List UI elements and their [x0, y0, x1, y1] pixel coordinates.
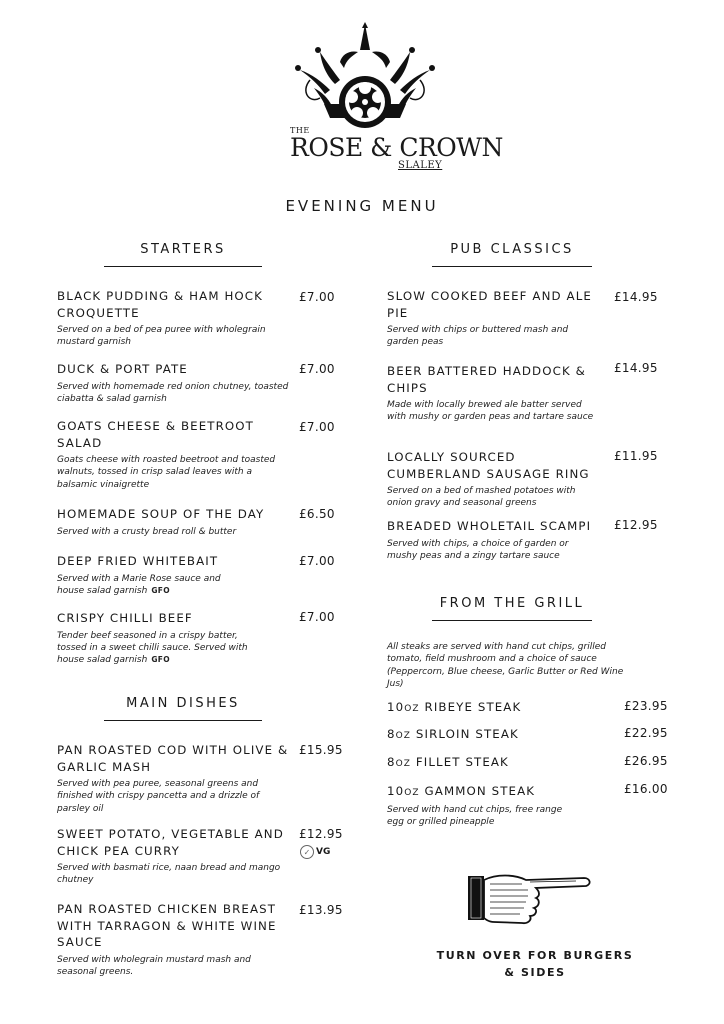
item-price: £7.00 [299, 420, 335, 434]
vegan-label: VG [316, 847, 331, 857]
menu-item [57, 288, 289, 349]
brand-location: SLALEY [398, 160, 443, 171]
grill-heading: FROM THE GRILL [432, 596, 592, 621]
gfo-badge: GFO [151, 585, 170, 595]
item-desc-text: Tender beef seasoned in a crispy batter, tossed in a sweet chilli sauce. Served with house salad garnish [57, 630, 248, 666]
steak-item [387, 755, 509, 769]
item-price: £15.95 [299, 743, 343, 757]
steak-size: 8 [387, 727, 396, 741]
steak-name: RIBEYE STEAK [424, 700, 522, 714]
main-dishes-heading: MAIN DISHES [104, 696, 262, 721]
menu-item [387, 449, 602, 510]
steak-name: FILLET STEAK [415, 755, 509, 769]
item-desc [57, 630, 262, 667]
vegan-badge [300, 845, 330, 859]
menu-item [57, 506, 289, 538]
item-name: BLACK PUDDING & HAM HOCK CROQUETTE [57, 289, 263, 320]
steak-price: £16.00 [624, 782, 668, 796]
menu-item [57, 610, 289, 666]
item-price: £12.95 [299, 827, 343, 841]
steak-name: GAMMON STEAK [424, 784, 536, 798]
steak-unit: OZ [404, 704, 420, 714]
item-desc: Served with basmati rice, naan bread and mango chutney [57, 863, 281, 886]
turn-over-note: TURN OVER FOR BURGERS & SIDES [436, 949, 634, 979]
steak-price: £22.95 [624, 726, 668, 740]
item-name: CRISPY CHILLI BEEF [57, 611, 193, 625]
steak-item [387, 784, 535, 798]
steak-unit: OZ [395, 731, 412, 741]
grill-intro: All steaks are served with hand cut chips, grilled tomato, field mushroom and a choice of sauce (Peppercorn, Blue cheese, Garlic Butter or Red Wine Jus) [387, 642, 624, 689]
menu-item [57, 418, 289, 491]
item-desc: Served with chips, a choice of garden or mushy peas and a zingy tartare sauce [387, 538, 569, 561]
steak-unit: OZ [404, 788, 420, 798]
item-desc: Goats cheese with roasted beetroot and toasted walnuts, tossed in crisp salad leaves with a balsamic vinaigrette [57, 455, 276, 490]
item-name: BREADED WHOLETAIL SCAMPI [387, 519, 592, 533]
item-desc: Made with locally brewed ale batter served with mushy or garden peas and tartare sauce [387, 400, 594, 423]
item-name: SWEET POTATO, VEGETABLE AND CHICK PEA CURRY [57, 827, 284, 858]
menu-item [57, 553, 289, 597]
item-desc: Served with a crusty bread roll & butter [57, 526, 237, 537]
steak-unit: OZ [395, 759, 412, 769]
pointing-hand-icon [466, 868, 594, 930]
item-desc: Served with homemade red onion chutney, toasted ciabatta & salad garnish [57, 381, 289, 404]
item-desc: Served with wholegrain mustard mash and seasonal greens. [57, 954, 251, 977]
menu-item [57, 826, 289, 887]
menu-item [57, 901, 289, 978]
item-name: PAN ROASTED COD WITH OLIVE & GARLIC MASH [57, 743, 289, 774]
gammon-desc: Served with hand cut chips, free range egg or grilled pineapple [387, 805, 563, 828]
item-desc-text: Served with a Marie Rose sauce and house salad garnish [57, 573, 221, 596]
item-price: £7.00 [299, 362, 335, 376]
item-name: DUCK & PORT PATE [57, 362, 188, 376]
check-circle-icon: ✓ [300, 845, 314, 859]
item-price: £7.00 [299, 290, 335, 304]
item-desc [57, 573, 247, 598]
steak-item [387, 700, 521, 714]
menu-item [387, 518, 612, 562]
item-name: BEER BATTERED HADDOCK & CHIPS [387, 364, 586, 395]
item-name: SLOW COOKED BEEF AND ALE PIE [387, 289, 592, 320]
item-name: HOMEMADE SOUP OF THE DAY [57, 507, 265, 521]
item-price: £11.95 [614, 449, 658, 463]
item-name: PAN ROASTED CHICKEN BREAST WITH TARRAGON & WHITE WINE SAUCE [57, 902, 277, 949]
item-price: £7.00 [299, 554, 335, 568]
item-name: LOCALLY SOURCED CUMBERLAND SAUSAGE RING [387, 450, 590, 481]
item-price: £6.50 [299, 507, 335, 521]
item-name: GOATS CHEESE & BEETROOT SALAD [57, 419, 254, 450]
steak-price: £26.95 [624, 754, 668, 768]
starters-heading: STARTERS [104, 242, 262, 267]
steak-size: 10 [387, 700, 405, 714]
item-price: £7.00 [299, 610, 335, 624]
steak-price: £23.95 [624, 699, 668, 713]
steak-name: SIRLOIN STEAK [415, 727, 519, 741]
item-name: DEEP FRIED WHITEBAIT [57, 554, 219, 568]
item-desc: Served with pea puree, seasonal greens and finished with crispy pancetta and a drizzle of parsley oil [57, 779, 260, 814]
menu-item [57, 742, 289, 815]
pub-classics-heading: PUB CLASSICS [432, 242, 592, 267]
steak-item [387, 727, 519, 741]
item-desc: Served with chips or buttered mash and garden peas [387, 325, 569, 348]
item-desc: Served on a bed of pea puree with wholegrain mustard garnish [57, 325, 266, 348]
item-price: £13.95 [299, 903, 343, 917]
brand-the: THE [290, 126, 310, 135]
steak-size: 8 [387, 755, 396, 769]
steak-size: 10 [387, 784, 405, 798]
item-price: £14.95 [614, 290, 658, 304]
brand-name: ROSE & CROWN [290, 133, 503, 162]
item-desc: Served on a bed of mashed potatoes with onion gravy and seasonal greens [387, 486, 576, 509]
gfo-badge: GFO [151, 655, 170, 665]
item-price: £14.95 [614, 361, 658, 375]
menu-title: EVENING MENU [285, 197, 439, 215]
menu-item [387, 363, 602, 424]
menu-item [387, 288, 602, 349]
menu-item [57, 361, 289, 405]
item-price: £12.95 [614, 518, 658, 532]
